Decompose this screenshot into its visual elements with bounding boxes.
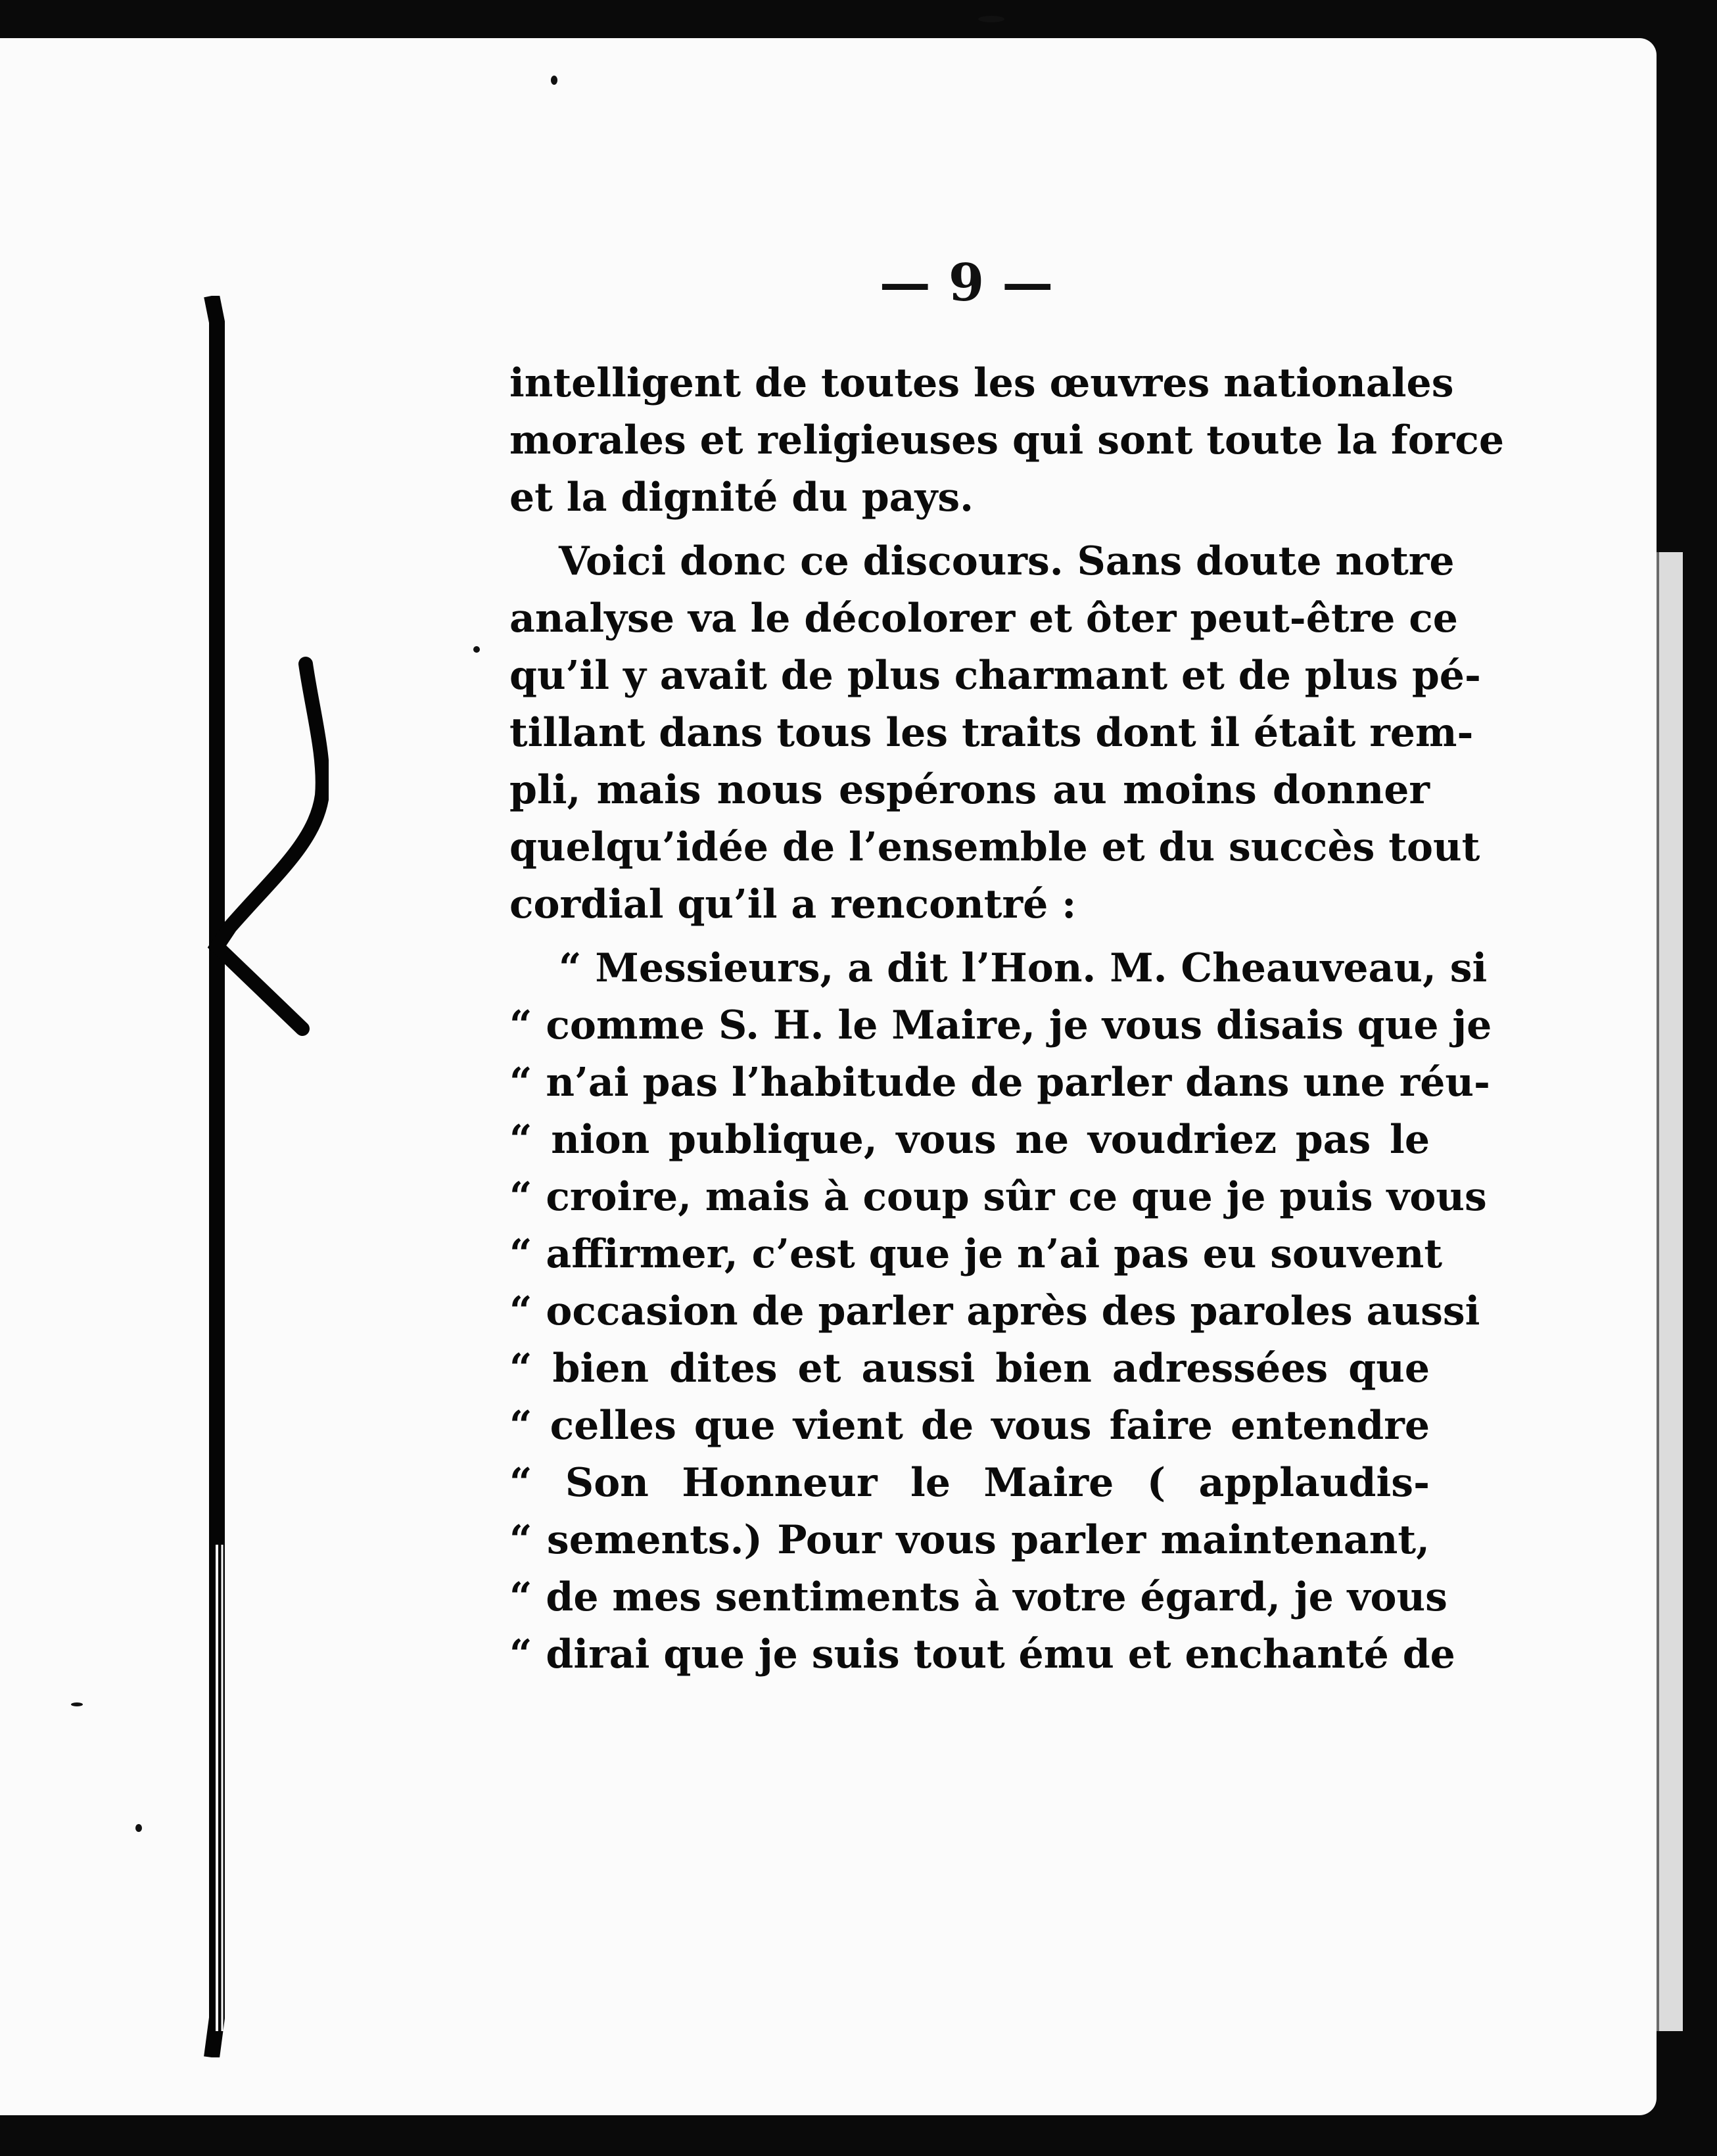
binding-cord: [197, 296, 237, 2057]
quote-line: “ occasion de parler après des paroles aussi: [509, 1288, 1480, 1334]
page-edge: [1657, 552, 1683, 2031]
paragraph-2: [509, 533, 1481, 933]
quote-line: “ Messieurs, a dit l’Hon. M. Cheauveau, si: [559, 945, 1488, 991]
quote-line: “ comme S. H. le Maire, je vous disais que je: [509, 1002, 1492, 1048]
paper-speck: [135, 1824, 142, 1832]
text-line: cordial qu’il a rencontré :: [509, 881, 1077, 927]
quote-line: “ de mes sentiments à votre égard, je vous: [509, 1574, 1447, 1620]
text-line: pli, mais nous espérons au moins donner: [509, 767, 1430, 813]
paper-speck: [551, 76, 557, 85]
text-line: et la dignité du pays.: [509, 475, 974, 521]
text-line: tillant dans tous les traits dont il était rem-: [509, 710, 1474, 756]
text-line: quelqu’idée de l’ensemble et du succès tout: [509, 824, 1480, 870]
page-text: [509, 355, 1505, 1690]
text-line: morales et religieuses qui sont toute la force: [509, 417, 1505, 463]
text-line: intelligent de toutes les œuvres nationales: [509, 360, 1454, 406]
page-number: — 9 —: [879, 253, 1054, 313]
quote-line: “ croire, mais à coup sûr ce que je puis vous: [509, 1174, 1487, 1220]
text-line: qu’il y avait de plus charmant et de plus pé-: [509, 653, 1481, 699]
quotation: [509, 940, 1492, 1683]
binding-thread: [197, 651, 329, 1045]
quote-line: “ dirai que je suis tout ému et enchanté de: [509, 1631, 1455, 1677]
quote-line: “ bien dites et aussi bien adressées que: [509, 1346, 1430, 1392]
paper-speck: [71, 1702, 83, 1706]
quote-line: “ sements.) Pour vous parler maintenant,: [509, 1517, 1430, 1563]
quote-line: “ Son Honneur le Maire ( applaudis-: [509, 1460, 1430, 1506]
paragraph-1: [509, 355, 1505, 527]
quote-line: “ affirmer, c’est que je n’ai pas eu souvent: [509, 1231, 1443, 1277]
quote-line: “ n’ai pas l’habitude de parler dans une réu-: [509, 1060, 1490, 1106]
paper-speck: [473, 646, 480, 653]
quote-line: “ celles que vient de vous faire entendre: [509, 1403, 1430, 1449]
quote-line: “ nion publique, vous ne voudriez pas le: [509, 1117, 1430, 1163]
paper-speck: [978, 16, 1004, 22]
text-line: analyse va le décolorer et ôter peut-être ce: [509, 596, 1458, 642]
text-line: Voici donc ce discours. Sans doute notre: [559, 538, 1455, 584]
